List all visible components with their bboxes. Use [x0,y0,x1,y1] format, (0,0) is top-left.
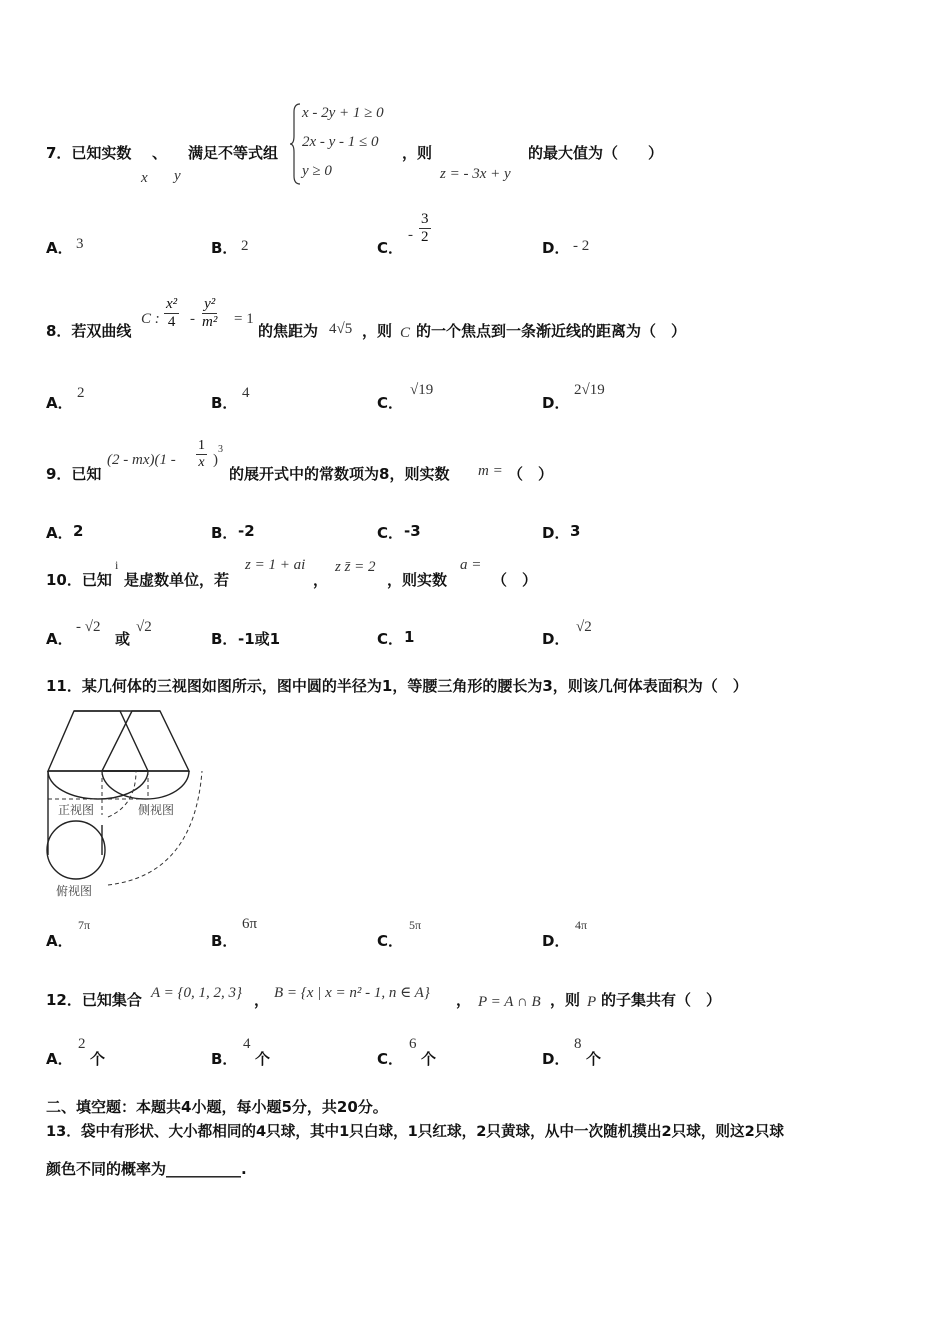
q12-stem-b: ，则 [550,991,581,1009]
q7-option-c-sign: - [408,227,413,243]
q7-objective: z = - 3x + y [440,166,511,182]
q7-stem-a: 7．已知实数 [46,144,132,162]
q7-stem-c: ，则 [402,144,433,162]
q11-option-b-label[interactable]: B． [211,932,238,950]
q9-option-d-label[interactable]: D． [542,524,570,542]
q8-c-var: C [400,325,411,341]
q9-option-c-value: -3 [404,522,421,540]
q12-option-a-value: 2 [78,1036,86,1052]
q9-option-b-label[interactable]: B． [211,524,238,542]
q9-stem-a: 9．已知 [46,465,102,483]
q9-option-b-value: -2 [238,522,255,540]
q12-comma-1: ， [254,991,270,1009]
q12-option-d-unit: 个 [586,1050,602,1068]
front-view-label: 正视图 [58,803,95,817]
q8-option-b-label[interactable]: B． [211,394,238,412]
q10-stem-b: 是虚数单位，若 [124,571,230,589]
q7-option-a-value: 3 [76,236,84,252]
q8-frac2-den: m² [202,314,218,330]
q10-stem-c: ，则实数 [387,571,448,589]
q12-stem-c: 的子集共有（ ） [601,991,722,1009]
top-view [47,771,105,879]
q7-var-y: y [174,168,181,184]
q7-stem-d: 的最大值为（ ） [528,144,664,162]
q13-line-2: 颜色不同的概率为__________. [46,1160,247,1178]
q7-brace-icon [289,102,303,186]
q10-stem-d: （ ） [492,571,538,589]
q9-expr-fraction [196,438,207,471]
q10-option-a-value: - √2 [76,619,101,635]
q8-equals-one: = 1 [234,311,254,327]
q10-option-c-label[interactable]: C． [377,630,404,648]
q8-option-a-value: 2 [77,385,85,401]
q8-frac1-den: 4 [167,314,176,330]
q9-expr-den: x [198,455,205,470]
q7-var-x: x [141,170,148,186]
q12-option-a-unit: 个 [90,1050,106,1068]
three-view-diagram [44,705,214,900]
q10-comma: ， [313,571,329,589]
q10-i-var: i [115,558,119,572]
q12-option-c-value: 6 [409,1036,417,1052]
q9-option-a-value: 2 [73,522,84,540]
q8-option-d-label[interactable]: D． [542,394,570,412]
q8-stem-c: ，则 [362,322,393,340]
front-view [48,711,148,799]
q7-inequality-1: x - 2y + 1 ≥ 0 [302,105,384,121]
q10-z-definition: z = 1 + ai [245,557,306,573]
q10-option-d-value: √2 [576,619,592,635]
q9-expr-right: ) [213,452,218,468]
q8-stem-d: 的一个焦点到一条渐近线的距离为（ ） [416,322,687,340]
q12-option-d-value: 8 [574,1036,582,1052]
q12-option-b-value: 4 [243,1036,251,1052]
q12-option-a-label[interactable]: A． [46,1050,73,1068]
q8-frac1-num: x² [166,296,178,312]
q7-inequality-3: y ≥ 0 [302,163,332,179]
q8-fraction-1 [164,296,179,331]
q12-stem-a: 12．已知集合 [46,991,142,1009]
q10-option-a-value2: √2 [136,619,152,635]
q8-option-c-value: √19 [410,382,434,398]
q11-option-c-label[interactable]: C． [377,932,404,950]
q9-expr-exponent: 3 [218,444,223,455]
q7-option-c-fraction [419,211,431,246]
q11-option-d-value: 4π [575,918,588,932]
q10-z-conj-product: z z̄ = 2 [335,559,376,575]
q7-option-c-label[interactable]: C． [377,239,404,257]
q11-stem: 11．某几何体的三视图如图所示，图中圆的半径为1，等腰三角形的腰长为3，则该几何体表面积为（ ） [46,677,748,695]
q8-minus: - [190,311,195,327]
q12-option-d-label[interactable]: D． [542,1050,570,1068]
q11-option-b-value: 6π [242,916,258,932]
q11-option-a-value: 7π [78,918,91,932]
q8-curve-name: C : [141,311,160,327]
q12-comma-2: ， [456,991,472,1009]
q7-option-b-value: 2 [241,238,249,254]
q9-expr-left: (2 - mx)(1 - [107,452,176,468]
q9-stem-b: 的展开式中的常数项为8，则实数 [229,465,450,483]
q9-option-d-value: 3 [570,522,581,540]
q10-option-b-label[interactable]: B． [211,630,238,648]
q10-option-a-joiner: 或 [115,630,131,648]
q8-stem-b: 的焦距为 [258,322,319,340]
top-view-label: 俯视图 [56,884,93,898]
side-view-label: 侧视图 [138,803,175,817]
section-2-heading: 二、填空题：本题共4小题，每小题5分，共20分。 [46,1098,388,1116]
side-view [102,711,189,799]
q7-separator: 、 [152,144,168,162]
q12-set-p: P = A ∩ B [478,994,541,1010]
q7-option-d-value: - 2 [573,238,590,254]
q10-option-d-label[interactable]: D． [542,630,570,648]
q10-option-c-value: 1 [404,628,415,646]
q12-option-c-unit: 个 [421,1050,437,1068]
q12-option-b-label[interactable]: B． [211,1050,238,1068]
q8-focal-length: 4√5 [329,321,353,337]
q12-set-a: A = {0, 1, 2, 3} [151,985,243,1001]
q13-line-1: 13．袋中有形状、大小都相同的4只球，其中1只白球，1只红球，2只黄球，从中一次随机摸出2只球，则这2只球 [46,1123,784,1140]
q7-option-b-label[interactable]: B． [211,239,238,257]
q10-a-equals: a = [460,557,482,573]
q9-option-a-label[interactable]: A． [46,524,73,542]
q7-inequality-2: 2x - y - 1 ≤ 0 [302,134,379,150]
q8-option-b-value: 4 [242,385,250,401]
q11-option-a-label[interactable]: A． [46,932,73,950]
q12-p-var: P [587,994,597,1010]
q8-option-d-value: 2√19 [574,382,605,398]
q8-fraction-2 [202,296,217,331]
q12-option-c-label[interactable]: C． [377,1050,404,1068]
q12-set-b: B = {x | x = n² - 1, n ∈ A} [274,985,430,1001]
q8-stem-a: 8．若双曲线 [46,322,132,340]
q11-option-c-value: 5π [409,918,422,932]
q7-option-d-label[interactable]: D． [542,239,570,257]
q10-option-b-value: -1或1 [238,630,281,648]
q9-stem-c: （ ） [508,465,554,483]
q7-stem-b: 满足不等式组 [188,144,279,162]
q10-option-a-label[interactable]: A． [46,630,73,648]
q9-m-equals: m = [478,463,503,479]
q10-stem-a: 10．已知 [46,571,112,589]
q7-option-c-den: 2 [421,229,429,245]
q8-frac2-num: y² [202,296,217,314]
q12-option-b-unit: 个 [255,1050,271,1068]
q9-expr-num: 1 [198,438,205,453]
q8-option-c-label[interactable]: C． [377,394,404,412]
q9-option-c-label[interactable]: C． [377,524,404,542]
q7-option-a-label[interactable]: A． [46,239,73,257]
q8-option-a-label[interactable]: A． [46,394,73,412]
q11-option-d-label[interactable]: D． [542,932,570,950]
q7-option-c-num: 3 [421,211,429,227]
